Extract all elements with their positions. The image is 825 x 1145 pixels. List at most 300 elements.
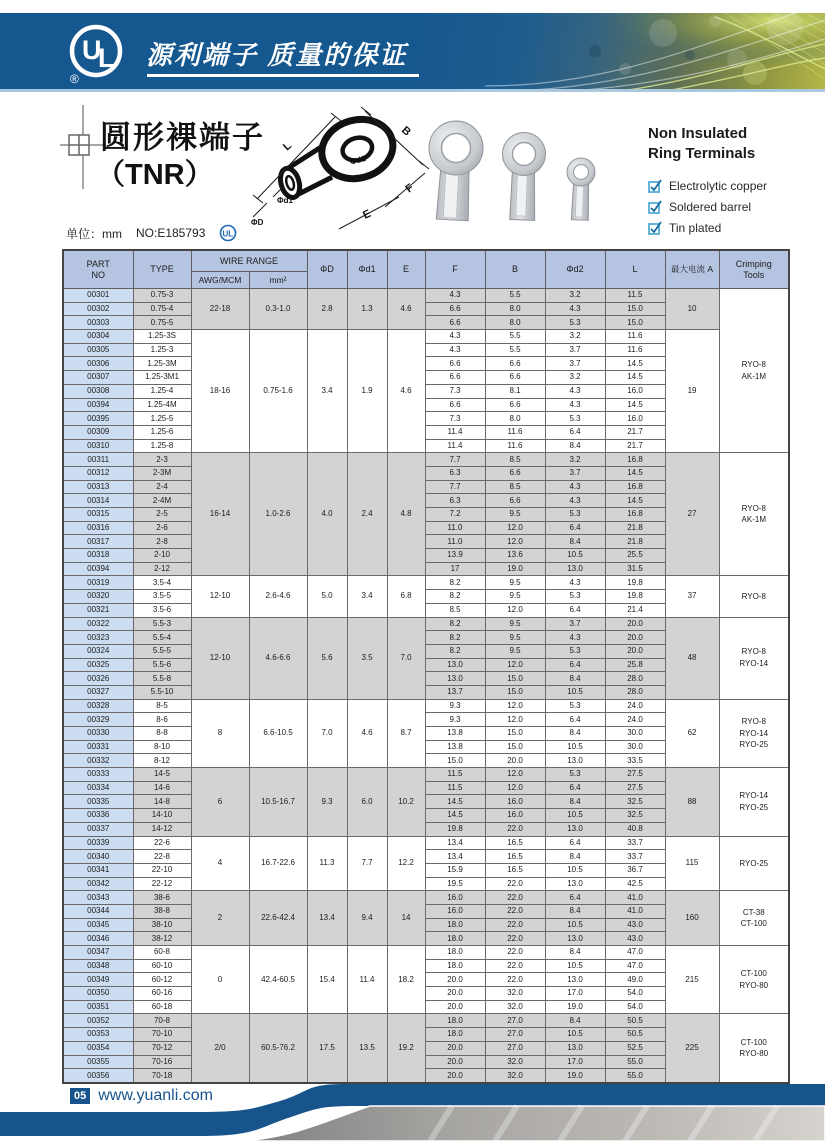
- cell-f: 8.2: [425, 631, 485, 645]
- cell-phi-d: 11.3: [307, 836, 347, 891]
- cell-part-no: 00349: [63, 973, 133, 987]
- cell-l: 47.0: [605, 959, 665, 973]
- cell-type: 14-5: [133, 768, 191, 782]
- cell-part-no: 00321: [63, 603, 133, 617]
- cell-crimping-tools: CT-38 CT-100: [719, 891, 789, 946]
- cell-part-no: 00301: [63, 289, 133, 303]
- cell-b: 22.0: [485, 959, 545, 973]
- cell-l: 50.5: [605, 1028, 665, 1042]
- cell-phi-d2: 5.3: [545, 508, 605, 522]
- cell-b: 22.0: [485, 877, 545, 891]
- cell-phi-d2: 13.0: [545, 932, 605, 946]
- cell-b: 12.0: [485, 713, 545, 727]
- cell-type: 1.25-6: [133, 425, 191, 439]
- cell-f: 6.3: [425, 494, 485, 508]
- cell-b: 5.5: [485, 330, 545, 344]
- cell-l: 11.6: [605, 343, 665, 357]
- cell-phi-d2: 4.3: [545, 631, 605, 645]
- cell-mm2-range: 0.75-1.6: [249, 330, 307, 453]
- cell-type: 38-10: [133, 918, 191, 932]
- cell-type: 22-12: [133, 877, 191, 891]
- cell-type: 70-12: [133, 1041, 191, 1055]
- cell-part-no: 00304: [63, 330, 133, 344]
- cell-mm2-range: 42.4-60.5: [249, 946, 307, 1014]
- cell-mm2-range: 4.6-6.6: [249, 617, 307, 699]
- cell-l: 14.5: [605, 466, 665, 480]
- cell-e: 12.2: [387, 836, 425, 891]
- cell-phi-d2: 8.4: [545, 439, 605, 453]
- cell-part-no: 00322: [63, 617, 133, 631]
- cell-crimping-tools: RYO-8 AK-1M: [719, 289, 789, 453]
- cell-b: 22.0: [485, 822, 545, 836]
- cell-part-no: 00303: [63, 316, 133, 330]
- cell-type: 0.75-4: [133, 302, 191, 316]
- cell-l: 50.5: [605, 1014, 665, 1028]
- cell-l: 16.0: [605, 412, 665, 426]
- cell-type: 2-12: [133, 562, 191, 576]
- cell-f: 13.9: [425, 549, 485, 563]
- cell-b: 15.0: [485, 727, 545, 741]
- cell-f: 15.9: [425, 863, 485, 877]
- cell-type: 3.5-5: [133, 590, 191, 604]
- cell-b: 5.5: [485, 343, 545, 357]
- ul-logo: [64, 21, 130, 87]
- cell-phi-d2: 3.2: [545, 453, 605, 467]
- feature-item: [648, 200, 808, 214]
- cell-part-no: 00394: [63, 562, 133, 576]
- cell-l: 54.0: [605, 987, 665, 1001]
- cell-type: 14-12: [133, 822, 191, 836]
- cell-e: 14: [387, 891, 425, 946]
- cell-part-no: 00394: [63, 398, 133, 412]
- terminal-spec-table: [62, 249, 790, 1084]
- terminal-photo-medium: [500, 132, 546, 221]
- dim-label-d: ΦD: [251, 218, 264, 227]
- cell-phi-d2: 19.0: [545, 1000, 605, 1014]
- cell-l: 19.8: [605, 576, 665, 590]
- cell-part-no: 00350: [63, 987, 133, 1001]
- feature-label: Soldered barrel: [669, 200, 752, 214]
- product-photos: [420, 108, 640, 226]
- cell-part-no: 00317: [63, 535, 133, 549]
- cell-part-no: 00333: [63, 768, 133, 782]
- cell-l: 14.5: [605, 494, 665, 508]
- footer-text: [70, 1087, 213, 1105]
- header-phi-d2: Φd2: [545, 250, 605, 289]
- cell-type: 14-10: [133, 809, 191, 823]
- cell-phi-d2: 6.4: [545, 521, 605, 535]
- cell-phi-d2: 5.3: [545, 316, 605, 330]
- cell-l: 16.8: [605, 480, 665, 494]
- cell-b: 15.0: [485, 672, 545, 686]
- cell-f: 9.3: [425, 699, 485, 713]
- cell-part-no: 00314: [63, 494, 133, 508]
- cell-phi-d2: 4.3: [545, 384, 605, 398]
- cell-part-no: 00327: [63, 685, 133, 699]
- cell-phi-d2: 5.3: [545, 699, 605, 713]
- cell-type: 14-6: [133, 781, 191, 795]
- ul-logo-l: L: [98, 43, 115, 73]
- cell-b: 9.5: [485, 590, 545, 604]
- cell-phi-d: 17.5: [307, 1014, 347, 1083]
- cell-type: 2-3: [133, 453, 191, 467]
- cell-mm2-range: 0.3-1.0: [249, 289, 307, 330]
- header-max-current: 最大电流 A: [665, 250, 719, 289]
- cell-f: 4.3: [425, 289, 485, 303]
- table-row: [63, 617, 789, 631]
- terminal-table-body: [63, 289, 789, 1083]
- cell-phi-d2: 8.4: [545, 1014, 605, 1028]
- cell-crimping-tools: RYO-8 RYO-14 RYO-25: [719, 699, 789, 767]
- cell-phi-d2: 3.7: [545, 343, 605, 357]
- cell-phi-d2: 3.2: [545, 289, 605, 303]
- cell-part-no: 00337: [63, 822, 133, 836]
- cell-phi-d2: 10.5: [545, 863, 605, 877]
- cell-f: 20.0: [425, 1069, 485, 1083]
- cell-part-no: 00310: [63, 439, 133, 453]
- cell-l: 21.4: [605, 603, 665, 617]
- cell-l: 40.8: [605, 822, 665, 836]
- cell-max-current: 225: [665, 1014, 719, 1083]
- cell-l: 16.0: [605, 384, 665, 398]
- cell-type: 2-4M: [133, 494, 191, 508]
- cell-f: 8.2: [425, 590, 485, 604]
- website-link[interactable]: www.yuanli.com: [98, 1087, 213, 1104]
- cell-phi-d2: 13.0: [545, 562, 605, 576]
- cell-part-no: 00324: [63, 644, 133, 658]
- cell-phi-d2: 3.7: [545, 466, 605, 480]
- header-phi-d: ΦD: [307, 250, 347, 289]
- cell-b: 12.0: [485, 521, 545, 535]
- cell-type: 8-10: [133, 740, 191, 754]
- cell-part-no: 00345: [63, 918, 133, 932]
- cell-l: 28.0: [605, 685, 665, 699]
- cell-part-no: 00395: [63, 412, 133, 426]
- cell-type: 5.5-10: [133, 685, 191, 699]
- cell-b: 20.0: [485, 754, 545, 768]
- cell-l: 21.8: [605, 535, 665, 549]
- cell-f: 13.0: [425, 658, 485, 672]
- cell-f: 4.3: [425, 330, 485, 344]
- cell-f: 16.0: [425, 904, 485, 918]
- cell-b: 32.0: [485, 1055, 545, 1069]
- cell-part-no: 00344: [63, 904, 133, 918]
- cell-b: 6.6: [485, 398, 545, 412]
- ul-mark-small-text: UL: [222, 229, 234, 239]
- cell-l: 28.0: [605, 672, 665, 686]
- table-row: [63, 289, 789, 303]
- cell-f: 8.2: [425, 644, 485, 658]
- cell-b: 16.5: [485, 850, 545, 864]
- dim-label-d2: Φd2: [349, 153, 367, 167]
- banner-slogan: 源利端子 质量的保证: [146, 40, 408, 70]
- cell-phi-d1: 3.5: [347, 617, 387, 699]
- cell-b: 32.0: [485, 987, 545, 1001]
- cell-type: 14-8: [133, 795, 191, 809]
- cell-type: 38-8: [133, 904, 191, 918]
- cell-part-no: 00354: [63, 1041, 133, 1055]
- cell-part-no: 00326: [63, 672, 133, 686]
- cell-e: 4.6: [387, 289, 425, 330]
- cell-b: 8.5: [485, 480, 545, 494]
- cell-l: 19.8: [605, 590, 665, 604]
- cell-type: 8-8: [133, 727, 191, 741]
- cell-type: 22-8: [133, 850, 191, 864]
- cell-awg-range: 12-10: [191, 617, 249, 699]
- cell-b: 16.0: [485, 795, 545, 809]
- cell-type: 2-4: [133, 480, 191, 494]
- cell-b: 27.0: [485, 1041, 545, 1055]
- table-row: [63, 768, 789, 782]
- cell-type: 70-10: [133, 1028, 191, 1042]
- cell-l: 33.5: [605, 754, 665, 768]
- cell-b: 12.0: [485, 699, 545, 713]
- cell-part-no: 00353: [63, 1028, 133, 1042]
- cell-f: 18.0: [425, 946, 485, 960]
- cell-l: 14.5: [605, 371, 665, 385]
- cell-part-no: 00323: [63, 631, 133, 645]
- cell-phi-d2: 8.4: [545, 850, 605, 864]
- cell-b: 22.0: [485, 904, 545, 918]
- cell-b: 22.0: [485, 973, 545, 987]
- cell-type: 38-6: [133, 891, 191, 905]
- cell-mm2-range: 60.5-76.2: [249, 1014, 307, 1083]
- unit-label: 单位：mm: [66, 226, 122, 241]
- cell-phi-d2: 6.4: [545, 425, 605, 439]
- cell-l: 27.5: [605, 781, 665, 795]
- cell-type: 60-8: [133, 946, 191, 960]
- cell-b: 11.6: [485, 425, 545, 439]
- header-e: E: [387, 250, 425, 289]
- cell-l: 24.0: [605, 713, 665, 727]
- cell-phi-d: 13.4: [307, 891, 347, 946]
- cell-b: 9.5: [485, 631, 545, 645]
- cell-phi-d2: 8.4: [545, 795, 605, 809]
- header-crimping-tools: Crimping Tools: [719, 250, 789, 289]
- cell-phi-d2: 8.4: [545, 672, 605, 686]
- cell-b: 6.6: [485, 371, 545, 385]
- cell-phi-d: 3.4: [307, 330, 347, 453]
- cell-f: 11.0: [425, 535, 485, 549]
- spec-table-wrap: [62, 249, 790, 1084]
- cell-phi-d2: 10.5: [545, 809, 605, 823]
- cell-phi-d2: 5.3: [545, 768, 605, 782]
- cell-phi-d2: 4.3: [545, 576, 605, 590]
- cell-l: 30.0: [605, 727, 665, 741]
- cell-type: 2-5: [133, 508, 191, 522]
- cell-b: 22.0: [485, 932, 545, 946]
- cell-part-no: 00302: [63, 302, 133, 316]
- cell-part-no: 00312: [63, 466, 133, 480]
- cell-part-no: 00330: [63, 727, 133, 741]
- cell-e: 7.0: [387, 617, 425, 699]
- cell-phi-d2: 8.4: [545, 535, 605, 549]
- cell-f: 6.6: [425, 316, 485, 330]
- cell-phi-d2: 8.4: [545, 904, 605, 918]
- cell-type: 3.5-6: [133, 603, 191, 617]
- cell-crimping-tools: RYO-8: [719, 576, 789, 617]
- cell-type: 1.25-5: [133, 412, 191, 426]
- cell-phi-d2: 5.3: [545, 644, 605, 658]
- cell-f: 6.6: [425, 357, 485, 371]
- cell-part-no: 00340: [63, 850, 133, 864]
- cell-l: 14.5: [605, 398, 665, 412]
- cell-type: 1.25-3: [133, 343, 191, 357]
- cell-type: 0.75-3: [133, 289, 191, 303]
- cell-l: 21.7: [605, 425, 665, 439]
- cell-l: 20.0: [605, 644, 665, 658]
- cell-type: 70-16: [133, 1055, 191, 1069]
- cell-type: 70-8: [133, 1014, 191, 1028]
- cell-b: 12.0: [485, 603, 545, 617]
- cell-awg-range: 18-16: [191, 330, 249, 453]
- cell-crimping-tools: CT-100 RYO-80: [719, 1014, 789, 1083]
- cell-b: 11.6: [485, 439, 545, 453]
- cell-type: 60-10: [133, 959, 191, 973]
- cell-e: 10.2: [387, 768, 425, 836]
- cell-f: 8.2: [425, 576, 485, 590]
- cell-f: 18.0: [425, 959, 485, 973]
- cell-b: 16.5: [485, 863, 545, 877]
- header-b: B: [485, 250, 545, 289]
- cell-part-no: 00311: [63, 453, 133, 467]
- check-icon: [648, 221, 663, 235]
- header-type: TYPE: [133, 250, 191, 289]
- cell-phi-d: 15.4: [307, 946, 347, 1014]
- cell-f: 13.0: [425, 672, 485, 686]
- dim-label-l: L: [280, 139, 295, 154]
- cell-b: 8.0: [485, 302, 545, 316]
- cell-l: 16.8: [605, 508, 665, 522]
- cell-type: 1.25-8: [133, 439, 191, 453]
- cell-part-no: 00305: [63, 343, 133, 357]
- cell-phi-d2: 6.4: [545, 836, 605, 850]
- cell-phi-d2: 17.0: [545, 987, 605, 1001]
- cell-b: 15.0: [485, 685, 545, 699]
- cell-part-no: 00319: [63, 576, 133, 590]
- cell-phi-d2: 8.4: [545, 727, 605, 741]
- cell-max-current: 215: [665, 946, 719, 1014]
- cell-l: 21.8: [605, 521, 665, 535]
- cell-f: 19.8: [425, 822, 485, 836]
- cell-f: 6.6: [425, 371, 485, 385]
- cell-type: 5.5-8: [133, 672, 191, 686]
- cell-awg-range: 8: [191, 699, 249, 767]
- cell-crimping-tools: RYO-8 AK-1M: [719, 453, 789, 576]
- cell-f: 18.0: [425, 932, 485, 946]
- cell-part-no: 00308: [63, 384, 133, 398]
- cell-part-no: 00346: [63, 932, 133, 946]
- cell-mm2-range: 22.6-42.4: [249, 891, 307, 946]
- cell-l: 33.7: [605, 850, 665, 864]
- cell-l: 47.0: [605, 946, 665, 960]
- cell-f: 6.6: [425, 398, 485, 412]
- cell-type: 22-10: [133, 863, 191, 877]
- cell-phi-d1: 4.6: [347, 699, 387, 767]
- cell-phi-d1: 2.4: [347, 453, 387, 576]
- cell-phi-d1: 7.7: [347, 836, 387, 891]
- header-wire-range: WIRE RANGE: [191, 250, 307, 272]
- cell-f: 13.4: [425, 850, 485, 864]
- cell-b: 8.1: [485, 384, 545, 398]
- slogan-underline: [147, 74, 419, 77]
- table-row: [63, 1014, 789, 1028]
- cell-b: 32.0: [485, 1069, 545, 1083]
- cell-f: 8.2: [425, 617, 485, 631]
- cell-part-no: 00315: [63, 508, 133, 522]
- cell-part-no: 00332: [63, 754, 133, 768]
- table-row: [63, 453, 789, 467]
- cell-phi-d2: 4.3: [545, 398, 605, 412]
- cell-l: 33.7: [605, 836, 665, 850]
- banner-decor-graphic: [485, 13, 825, 89]
- dimension-drawing: [243, 103, 431, 235]
- page-title-code: （TNR）: [96, 159, 214, 191]
- cell-l: 43.0: [605, 918, 665, 932]
- cell-type: 2-3M: [133, 466, 191, 480]
- cell-e: 18.2: [387, 946, 425, 1014]
- header-part-no: PART NO: [63, 250, 133, 289]
- cell-l: 42.5: [605, 877, 665, 891]
- cell-type: 60-12: [133, 973, 191, 987]
- cell-part-no: 00336: [63, 809, 133, 823]
- cell-f: 13.8: [425, 740, 485, 754]
- cell-mm2-range: 1.0-2.6: [249, 453, 307, 576]
- cell-f: 9.3: [425, 713, 485, 727]
- cell-phi-d2: 4.3: [545, 480, 605, 494]
- cell-l: 30.0: [605, 740, 665, 754]
- cell-f: 11.0: [425, 521, 485, 535]
- cell-f: 11.5: [425, 781, 485, 795]
- cell-f: 6.6: [425, 302, 485, 316]
- header-mm2: mm²: [249, 272, 307, 289]
- cell-part-no: 00352: [63, 1014, 133, 1028]
- cell-f: 16.0: [425, 891, 485, 905]
- cell-type: 5.5-5: [133, 644, 191, 658]
- cell-part-no: 00335: [63, 795, 133, 809]
- cell-type: 38-12: [133, 932, 191, 946]
- cell-awg-range: 12-10: [191, 576, 249, 617]
- table-row: [63, 699, 789, 713]
- table-row: [63, 891, 789, 905]
- cell-e: 4.8: [387, 453, 425, 576]
- cell-phi-d1: 1.3: [347, 289, 387, 330]
- cell-max-current: 27: [665, 453, 719, 576]
- cell-phi-d2: 3.2: [545, 371, 605, 385]
- cell-e: 4.6: [387, 330, 425, 453]
- cell-f: 19.5: [425, 877, 485, 891]
- cell-f: 18.0: [425, 1028, 485, 1042]
- cell-phi-d2: 6.4: [545, 713, 605, 727]
- terminal-photo-large: [425, 120, 484, 222]
- cell-part-no: 00325: [63, 658, 133, 672]
- cell-b: 12.0: [485, 535, 545, 549]
- cell-l: 32.5: [605, 795, 665, 809]
- cell-phi-d2: 3.7: [545, 617, 605, 631]
- cell-type: 8-6: [133, 713, 191, 727]
- cell-type: 1.25-3S: [133, 330, 191, 344]
- cell-part-no: 00328: [63, 699, 133, 713]
- cell-f: 20.0: [425, 987, 485, 1001]
- header-l: L: [605, 250, 665, 289]
- cell-part-no: 00306: [63, 357, 133, 371]
- cell-f: 4.3: [425, 343, 485, 357]
- cell-phi-d: 5.0: [307, 576, 347, 617]
- cell-type: 2-8: [133, 535, 191, 549]
- cell-l: 15.0: [605, 316, 665, 330]
- cell-l: 49.0: [605, 973, 665, 987]
- cell-l: 55.0: [605, 1069, 665, 1083]
